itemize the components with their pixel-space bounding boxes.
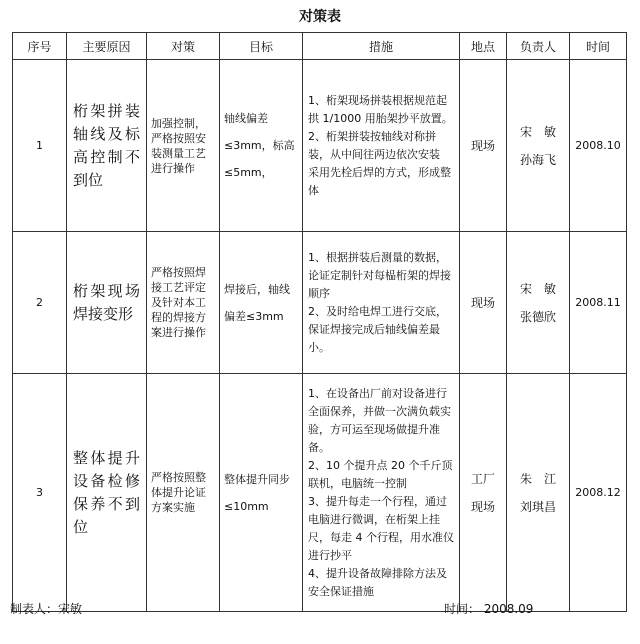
row-no: 2 — [13, 232, 67, 374]
table-row — [13, 60, 627, 232]
table-row — [13, 374, 627, 612]
row-place-text: 工厂 现场 — [470, 471, 495, 514]
table-date: 时间： 2008.09 — [444, 602, 534, 616]
page-title: 对策表 — [299, 9, 341, 25]
header-actions: 措施 — [303, 33, 460, 60]
row-place — [460, 374, 507, 612]
header-target: 目标 — [220, 33, 303, 60]
header-measure: 对策 — [147, 33, 220, 60]
row-time: 2008.10 — [570, 60, 627, 232]
table-maker: 制表人：宋敏 — [10, 602, 83, 616]
row-place-text: 现场 — [470, 138, 495, 153]
row-place-text: 现场 — [470, 295, 495, 310]
row-no: 1 — [13, 60, 67, 232]
header-time: 时间 — [570, 33, 627, 60]
row-target: 整体提升同步≤10mm — [220, 374, 303, 612]
row-measure: 加强控制，严格按照安装测量工艺进行操作 — [147, 60, 220, 232]
row-time: 2008.12 — [570, 374, 627, 612]
row-place — [460, 60, 507, 232]
row-owner-text: 宋 敏 孙海飞 — [519, 124, 556, 167]
row-actions — [303, 60, 460, 232]
row-owner — [507, 232, 570, 374]
row-measure: 严格按照整体提升论证方案实施 — [147, 374, 220, 612]
row-reason: 桁架拼装轴线及标高控制不到位 — [67, 60, 147, 232]
row-owner — [507, 60, 570, 232]
row-actions-text: 1、根据拼装后测量的数据，论证定制针对每榀桁架的焊接顺序 2、及时给电焊工进行交底，保证焊接完成后轴线偏差最小。 — [308, 250, 451, 354]
row-no: 3 — [13, 374, 67, 612]
header-no: 序号 — [13, 33, 67, 60]
row-actions — [303, 374, 460, 612]
row-target: 焊接后，轴线偏差≤3mm — [220, 232, 303, 374]
header-row — [13, 33, 627, 60]
countermeasure-table — [12, 32, 627, 612]
row-owner-text: 朱 江 刘琪昌 — [519, 471, 556, 514]
header-owner: 负责人 — [507, 33, 570, 60]
table-row — [13, 232, 627, 374]
row-place — [460, 232, 507, 374]
row-measure: 严格按照焊接工艺评定及针对本工程的焊接方案进行操作 — [147, 232, 220, 374]
row-time: 2008.11 — [570, 232, 627, 374]
row-actions — [303, 232, 460, 374]
row-actions-text: 1、桁架现场拼装根据规范起拱 1/1000 用胎架抄平放置。 2、桁架拼装按轴线对称拼装，从中间往两边依次安装 采用先栓后焊的方式，形成整体 — [308, 93, 453, 197]
row-reason: 整体提升设备检修保养不到位 — [67, 374, 147, 612]
header-place: 地点 — [460, 33, 507, 60]
row-reason: 桁架现场焊接变形 — [67, 232, 147, 374]
row-target: 轴线偏差≤3mm，标高≤5mm， — [220, 60, 303, 232]
row-owner-text: 宋 敏 张德欣 — [519, 281, 556, 324]
row-actions-text: 1、在设备出厂前对设备进行全面保养，并做一次满负载实验，方可运至现场做提升准备。 2、10 个提升点 20 个千斤顶联机，电脑统一控制 3、提升每走一个行程，通过电脑进行微调，在桁架上挂尺，每走 4 个行程，用水准仪进行抄平 4、提升设备故障排除方法及安全保证措施 — [308, 386, 454, 598]
row-owner — [507, 374, 570, 612]
header-reason: 主要原因 — [67, 33, 147, 60]
